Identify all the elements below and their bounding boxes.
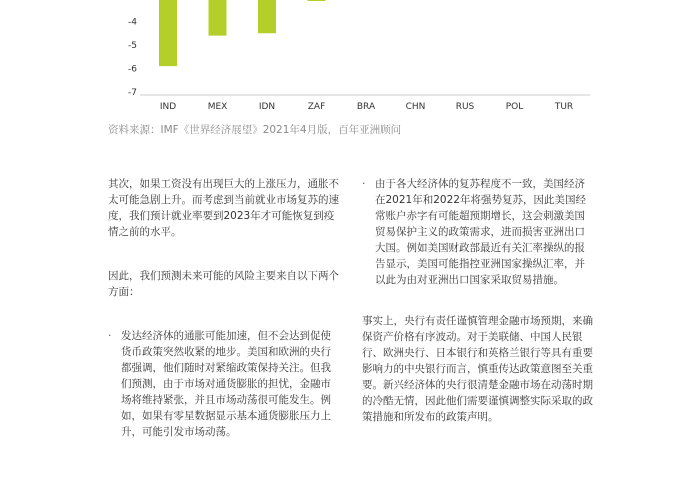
y-tick-label: -7 bbox=[128, 88, 137, 98]
right-column bbox=[362, 176, 594, 425]
bullet-inflation-text: 发达经济体的通胀可能加速，但不会达到促使货币政策突然收紧的地步。美国和欧洲的央行都强调，他们随时对紧缩政策保持关注。但我们预测，由于市场对通货膨胀的担忧，金融市场将维持紧张，并且市场动荡很可能发生。例如，如果有零星数据显示基本通货膨胀压力上升，可能引发市场动荡。 bbox=[121, 330, 331, 438]
bullet-trade-risk bbox=[362, 176, 594, 288]
bar-ind bbox=[159, 0, 177, 66]
bullet-marker: · bbox=[108, 330, 112, 342]
chart-source-note: 资料来源：IMF《世界经济展望》2021年4月版，百年亚洲顾问 bbox=[108, 124, 402, 136]
x-tick-ind: IND bbox=[159, 102, 177, 112]
y-tick-label: -5 bbox=[128, 41, 137, 51]
x-tick-pol: POL bbox=[505, 102, 524, 112]
gdp-bar-chart bbox=[0, 0, 700, 118]
paragraph-wage-pressure: 其次，如果工资没有出现巨大的上涨压力，通胀不太可能急剧上升。而考虑到当前就业市场复苏的速度，我们预计就业率要到2023年才可能恢复到疫情之前的水平。 bbox=[108, 178, 339, 238]
bullet-marker: · bbox=[362, 178, 366, 190]
bullet-trade-text: 由于各大经济体的复苏程度不一致，美国经济在2021年和2022年将强势复苏，因此美国经常账户赤字有可能超预期增长，这会刺激美国贸易保护主义的政策需求，进而损害亚洲出口大国。例如美国财政部最近有关汇率操纵的报告显示，美国可能指控亚洲国家操纵汇率，并以此为由对亚洲出口国家采取贸易措施。 bbox=[375, 178, 586, 286]
bar-zaf bbox=[308, 0, 326, 1]
y-tick-label: -4 bbox=[128, 17, 137, 28]
x-tick-zaf: ZAF bbox=[307, 102, 326, 112]
bar-mex bbox=[209, 0, 227, 36]
bar-idn bbox=[258, 0, 276, 33]
x-tick-tur: TUR bbox=[554, 102, 574, 112]
bullet-inflation-risk bbox=[108, 328, 340, 440]
paragraph-central-banks: 事实上，央行有责任谨慎管理金融市场预期，来确保资产价格有序波动。对于美联储、中国人民银行、欧洲央行、日本银行和英格兰银行等具有重要影响力的中央银行而言，慎重传达政策意图至关重要。新兴经济体的央行很清楚金融市场在动荡时期的冷酷无情，因此他们需要谨慎调整实际采取的政策措施和所发布的政策声明。 bbox=[362, 315, 593, 423]
x-tick-bra: BRA bbox=[356, 102, 376, 112]
left-column bbox=[108, 176, 340, 440]
paragraph-risk-intro: 因此，我们预测未来可能的风险主要来自以下两个方面： bbox=[108, 270, 339, 298]
y-tick-label: -6 bbox=[128, 64, 137, 75]
x-tick-rus: RUS bbox=[455, 102, 475, 112]
x-tick-idn: IDN bbox=[258, 102, 276, 112]
x-tick-mex: MEX bbox=[207, 102, 228, 112]
x-tick-chn: CHN bbox=[405, 102, 426, 112]
